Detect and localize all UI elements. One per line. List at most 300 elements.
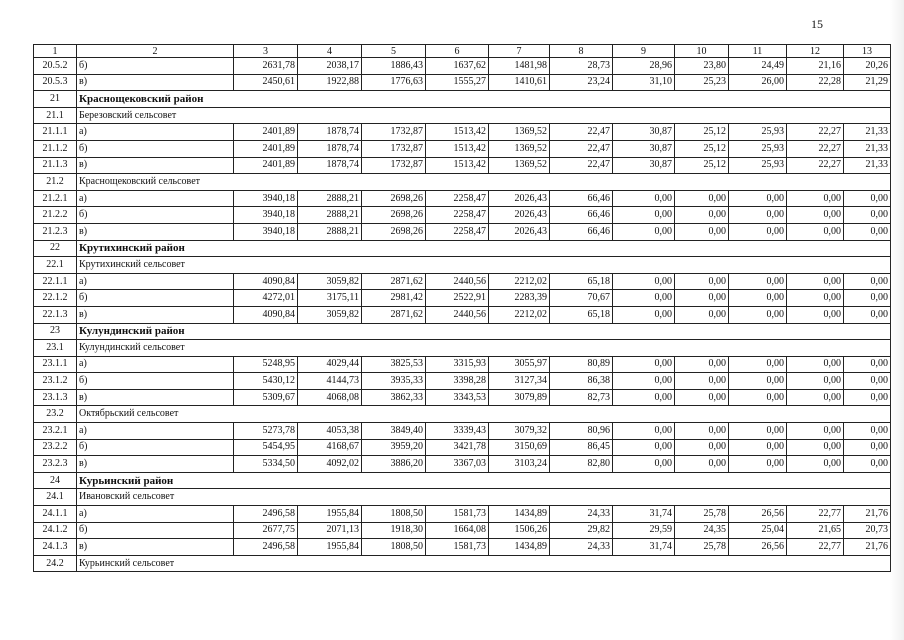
variant-cell: в) (77, 306, 234, 323)
value-cell: 0,00 (787, 356, 844, 373)
value-cell: 0,00 (787, 389, 844, 406)
value-cell: 24,33 (550, 539, 613, 556)
value-cell: 2212,02 (489, 273, 550, 290)
value-cell: 65,18 (550, 273, 613, 290)
variant-cell: а) (77, 124, 234, 141)
value-cell: 5309,67 (234, 389, 298, 406)
table-row (34, 58, 891, 75)
value-cell: 3150,69 (489, 439, 550, 456)
variant-cell: в) (77, 74, 234, 91)
value-cell: 0,00 (729, 439, 787, 456)
variant-cell: в) (77, 157, 234, 174)
table-row (34, 273, 891, 290)
value-cell: 0,00 (787, 207, 844, 224)
value-cell: 0,00 (787, 423, 844, 440)
council-row (34, 489, 891, 506)
row-code-cell: 22.1.3 (34, 306, 77, 323)
district-title: Краснощековский район (77, 91, 891, 108)
value-cell: 1369,52 (489, 157, 550, 174)
column-number-header: 10 (675, 45, 729, 58)
value-cell: 2450,61 (234, 74, 298, 91)
row-code-cell: 23.2 (34, 406, 77, 423)
value-cell: 0,00 (729, 389, 787, 406)
column-number-header: 8 (550, 45, 613, 58)
value-cell: 21,65 (787, 522, 844, 539)
value-cell: 2888,21 (298, 190, 362, 207)
table-row (34, 539, 891, 556)
value-cell: 2888,21 (298, 223, 362, 240)
value-cell: 80,96 (550, 423, 613, 440)
value-cell: 2440,56 (426, 273, 489, 290)
value-cell: 24,49 (729, 58, 787, 75)
value-cell: 26,00 (729, 74, 787, 91)
council-row (34, 555, 891, 572)
value-cell: 86,38 (550, 373, 613, 390)
variant-cell: а) (77, 190, 234, 207)
value-cell: 2871,62 (362, 306, 426, 323)
value-cell: 0,00 (729, 306, 787, 323)
table-row (34, 439, 891, 456)
variant-cell: а) (77, 423, 234, 440)
value-cell: 0,00 (787, 273, 844, 290)
value-cell: 2698,26 (362, 190, 426, 207)
value-cell: 3825,53 (362, 356, 426, 373)
row-code-cell: 23.2.2 (34, 439, 77, 456)
value-cell: 23,80 (675, 58, 729, 75)
value-cell: 82,80 (550, 456, 613, 473)
value-cell: 3940,18 (234, 207, 298, 224)
row-code-cell: 21.2.1 (34, 190, 77, 207)
value-cell: 30,87 (613, 140, 675, 157)
value-cell: 1808,50 (362, 506, 426, 523)
value-cell: 3079,32 (489, 423, 550, 440)
district-row (34, 323, 891, 340)
district-row (34, 472, 891, 489)
value-cell: 22,27 (787, 140, 844, 157)
value-cell: 1369,52 (489, 124, 550, 141)
value-cell: 3940,18 (234, 190, 298, 207)
value-cell: 4272,01 (234, 290, 298, 307)
row-code-cell: 21.2.3 (34, 223, 77, 240)
column-number-header: 6 (426, 45, 489, 58)
value-cell: 4068,08 (298, 389, 362, 406)
row-code-cell: 21.1 (34, 107, 77, 124)
value-cell: 2026,43 (489, 223, 550, 240)
value-cell: 0,00 (613, 207, 675, 224)
value-cell: 28,73 (550, 58, 613, 75)
value-cell: 3959,20 (362, 439, 426, 456)
council-row (34, 257, 891, 274)
variant-cell: а) (77, 273, 234, 290)
value-cell: 1732,87 (362, 140, 426, 157)
value-cell: 0,00 (729, 373, 787, 390)
value-cell: 2888,21 (298, 207, 362, 224)
council-title: Ивановский сельсовет (77, 489, 891, 506)
table-row (34, 373, 891, 390)
variant-cell: б) (77, 58, 234, 75)
row-code-cell: 21 (34, 91, 77, 108)
value-cell: 2871,62 (362, 273, 426, 290)
value-cell: 1513,42 (426, 124, 489, 141)
council-title: Березовский сельсовет (77, 107, 891, 124)
value-cell: 29,82 (550, 522, 613, 539)
column-number-header: 4 (298, 45, 362, 58)
value-cell: 0,00 (613, 190, 675, 207)
value-cell: 0,00 (613, 423, 675, 440)
value-cell: 25,12 (675, 157, 729, 174)
column-number-header: 11 (729, 45, 787, 58)
value-cell: 4029,44 (298, 356, 362, 373)
value-cell: 0,00 (729, 356, 787, 373)
table-row (34, 223, 891, 240)
value-cell: 4090,84 (234, 273, 298, 290)
row-code-cell: 21.1.3 (34, 157, 77, 174)
row-code-cell: 21.2 (34, 174, 77, 191)
value-cell: 66,46 (550, 190, 613, 207)
value-cell: 3367,03 (426, 456, 489, 473)
value-cell: 25,78 (675, 539, 729, 556)
value-cell: 0,00 (613, 306, 675, 323)
row-code-cell: 21.2.2 (34, 207, 77, 224)
tariff-table (33, 44, 891, 572)
table-row (34, 356, 891, 373)
row-code-cell: 21.1.2 (34, 140, 77, 157)
row-code-cell: 23 (34, 323, 77, 340)
value-cell: 31,10 (613, 74, 675, 91)
value-cell: 5454,95 (234, 439, 298, 456)
council-row (34, 406, 891, 423)
table-row (34, 190, 891, 207)
value-cell: 1513,42 (426, 157, 489, 174)
value-cell: 0,00 (729, 456, 787, 473)
value-cell: 2026,43 (489, 207, 550, 224)
row-code-cell: 23.2.1 (34, 423, 77, 440)
value-cell: 25,93 (729, 124, 787, 141)
value-cell: 25,12 (675, 140, 729, 157)
row-code-cell: 22.1.1 (34, 273, 77, 290)
value-cell: 2258,47 (426, 207, 489, 224)
value-cell: 21,33 (844, 140, 891, 157)
table-row (34, 207, 891, 224)
value-cell: 3940,18 (234, 223, 298, 240)
value-cell: 82,73 (550, 389, 613, 406)
table-row (34, 140, 891, 157)
value-cell: 20,73 (844, 522, 891, 539)
value-cell: 1776,63 (362, 74, 426, 91)
header-row (34, 45, 891, 58)
value-cell: 21,76 (844, 506, 891, 523)
row-code-cell: 24.1 (34, 489, 77, 506)
variant-cell: б) (77, 140, 234, 157)
row-code-cell: 24.1.1 (34, 506, 77, 523)
variant-cell: в) (77, 223, 234, 240)
value-cell: 1664,08 (426, 522, 489, 539)
value-cell: 4092,02 (298, 456, 362, 473)
value-cell: 1955,84 (298, 506, 362, 523)
column-number-header: 13 (844, 45, 891, 58)
value-cell: 25,23 (675, 74, 729, 91)
row-code-cell: 24.1.3 (34, 539, 77, 556)
value-cell: 3059,82 (298, 273, 362, 290)
value-cell: 0,00 (729, 423, 787, 440)
value-cell: 0,00 (613, 389, 675, 406)
column-number-header: 12 (787, 45, 844, 58)
value-cell: 0,00 (613, 223, 675, 240)
row-code-cell: 20.5.3 (34, 74, 77, 91)
value-cell: 31,74 (613, 539, 675, 556)
value-cell: 30,87 (613, 157, 675, 174)
column-number-header: 9 (613, 45, 675, 58)
value-cell: 0,00 (729, 190, 787, 207)
column-number-header: 1 (34, 45, 77, 58)
column-number-header: 3 (234, 45, 298, 58)
value-cell: 31,74 (613, 506, 675, 523)
column-number-header: 5 (362, 45, 426, 58)
value-cell: 28,96 (613, 58, 675, 75)
value-cell: 0,00 (675, 273, 729, 290)
value-cell: 0,00 (787, 290, 844, 307)
value-cell: 0,00 (787, 456, 844, 473)
value-cell: 3398,28 (426, 373, 489, 390)
value-cell: 0,00 (844, 389, 891, 406)
variant-cell: а) (77, 506, 234, 523)
value-cell: 3055,97 (489, 356, 550, 373)
value-cell: 21,76 (844, 539, 891, 556)
value-cell: 2496,58 (234, 539, 298, 556)
value-cell: 0,00 (675, 356, 729, 373)
district-title: Крутихинский район (77, 240, 891, 257)
value-cell: 65,18 (550, 306, 613, 323)
row-code-cell: 23.1.3 (34, 389, 77, 406)
value-cell: 1410,61 (489, 74, 550, 91)
value-cell: 0,00 (613, 356, 675, 373)
value-cell: 3849,40 (362, 423, 426, 440)
value-cell: 23,24 (550, 74, 613, 91)
value-cell: 0,00 (844, 456, 891, 473)
value-cell: 1434,89 (489, 506, 550, 523)
value-cell: 2440,56 (426, 306, 489, 323)
value-cell: 1481,98 (489, 58, 550, 75)
value-cell: 25,93 (729, 140, 787, 157)
table-row (34, 522, 891, 539)
value-cell: 1878,74 (298, 140, 362, 157)
council-title: Курьинский сельсовет (77, 555, 891, 572)
value-cell: 1878,74 (298, 157, 362, 174)
value-cell: 0,00 (844, 207, 891, 224)
value-cell: 24,33 (550, 506, 613, 523)
value-cell: 1637,62 (426, 58, 489, 75)
row-code-cell: 24.2 (34, 555, 77, 572)
value-cell: 22,77 (787, 539, 844, 556)
value-cell: 2496,58 (234, 506, 298, 523)
value-cell: 25,93 (729, 157, 787, 174)
row-code-cell: 21.1.1 (34, 124, 77, 141)
variant-cell: а) (77, 356, 234, 373)
value-cell: 2283,39 (489, 290, 550, 307)
value-cell: 0,00 (675, 389, 729, 406)
value-cell: 5334,50 (234, 456, 298, 473)
value-cell: 70,67 (550, 290, 613, 307)
value-cell: 0,00 (844, 439, 891, 456)
value-cell: 0,00 (613, 273, 675, 290)
row-code-cell: 22.1 (34, 257, 77, 274)
value-cell: 29,59 (613, 522, 675, 539)
value-cell: 0,00 (844, 373, 891, 390)
value-cell: 0,00 (613, 373, 675, 390)
value-cell: 66,46 (550, 207, 613, 224)
table-row (34, 456, 891, 473)
value-cell: 1513,42 (426, 140, 489, 157)
value-cell: 26,56 (729, 539, 787, 556)
value-cell: 21,29 (844, 74, 891, 91)
value-cell: 1732,87 (362, 124, 426, 141)
council-title: Крутихинский сельсовет (77, 257, 891, 274)
value-cell: 4168,67 (298, 439, 362, 456)
value-cell: 20,26 (844, 58, 891, 75)
value-cell: 0,00 (787, 373, 844, 390)
value-cell: 3935,33 (362, 373, 426, 390)
value-cell: 2401,89 (234, 140, 298, 157)
value-cell: 22,27 (787, 124, 844, 141)
variant-cell: в) (77, 539, 234, 556)
value-cell: 30,87 (613, 124, 675, 141)
council-title: Кулундинский сельсовет (77, 340, 891, 357)
council-row (34, 174, 891, 191)
value-cell: 0,00 (729, 290, 787, 307)
value-cell: 1886,43 (362, 58, 426, 75)
council-row (34, 107, 891, 124)
council-title: Краснощековский сельсовет (77, 174, 891, 191)
value-cell: 0,00 (675, 456, 729, 473)
row-code-cell: 22 (34, 240, 77, 257)
value-cell: 3862,33 (362, 389, 426, 406)
value-cell: 0,00 (613, 290, 675, 307)
value-cell: 0,00 (729, 273, 787, 290)
district-row (34, 240, 891, 257)
council-title: Октябрьский сельсовет (77, 406, 891, 423)
district-row (34, 91, 891, 108)
value-cell: 0,00 (675, 223, 729, 240)
row-code-cell: 23.2.3 (34, 456, 77, 473)
value-cell: 0,00 (787, 439, 844, 456)
value-cell: 3343,53 (426, 389, 489, 406)
value-cell: 86,45 (550, 439, 613, 456)
value-cell: 0,00 (729, 207, 787, 224)
value-cell: 3421,78 (426, 439, 489, 456)
page-edge-shadow (890, 0, 904, 640)
value-cell: 3315,93 (426, 356, 489, 373)
value-cell: 1955,84 (298, 539, 362, 556)
value-cell: 5273,78 (234, 423, 298, 440)
value-cell: 5430,12 (234, 373, 298, 390)
value-cell: 0,00 (844, 423, 891, 440)
value-cell: 22,27 (787, 157, 844, 174)
value-cell: 3079,89 (489, 389, 550, 406)
value-cell: 25,04 (729, 522, 787, 539)
row-code-cell: 23.1.2 (34, 373, 77, 390)
table-row (34, 290, 891, 307)
value-cell: 0,00 (787, 190, 844, 207)
value-cell: 22,77 (787, 506, 844, 523)
district-title: Курьинский район (77, 472, 891, 489)
value-cell: 4053,38 (298, 423, 362, 440)
value-cell: 1732,87 (362, 157, 426, 174)
table-row (34, 306, 891, 323)
row-code-cell: 24.1.2 (34, 522, 77, 539)
value-cell: 21,33 (844, 157, 891, 174)
value-cell: 0,00 (787, 223, 844, 240)
value-cell: 3886,20 (362, 456, 426, 473)
table-row (34, 124, 891, 141)
table-row (34, 389, 891, 406)
value-cell: 0,00 (675, 190, 729, 207)
value-cell: 22,47 (550, 157, 613, 174)
value-cell: 0,00 (844, 290, 891, 307)
value-cell: 0,00 (844, 356, 891, 373)
variant-cell: б) (77, 290, 234, 307)
value-cell: 0,00 (675, 290, 729, 307)
value-cell: 0,00 (844, 306, 891, 323)
value-cell: 4144,73 (298, 373, 362, 390)
page-number: 15 (811, 17, 823, 31)
value-cell: 0,00 (729, 223, 787, 240)
value-cell: 1434,89 (489, 539, 550, 556)
value-cell: 2522,91 (426, 290, 489, 307)
row-code-cell: 23.1.1 (34, 356, 77, 373)
value-cell: 22,47 (550, 124, 613, 141)
value-cell: 21,16 (787, 58, 844, 75)
value-cell: 25,78 (675, 506, 729, 523)
column-number-header: 7 (489, 45, 550, 58)
table-row (34, 74, 891, 91)
value-cell: 3339,43 (426, 423, 489, 440)
value-cell: 1581,73 (426, 506, 489, 523)
value-cell: 1922,88 (298, 74, 362, 91)
variant-cell: б) (77, 522, 234, 539)
row-code-cell: 23.1 (34, 340, 77, 357)
value-cell: 21,33 (844, 124, 891, 141)
table-row (34, 157, 891, 174)
council-row (34, 340, 891, 357)
value-cell: 1506,26 (489, 522, 550, 539)
value-cell: 1808,50 (362, 539, 426, 556)
value-cell: 2981,42 (362, 290, 426, 307)
row-code-cell: 22.1.2 (34, 290, 77, 307)
value-cell: 0,00 (675, 423, 729, 440)
table-row (34, 423, 891, 440)
value-cell: 1555,27 (426, 74, 489, 91)
variant-cell: б) (77, 207, 234, 224)
value-cell: 0,00 (675, 439, 729, 456)
table-row (34, 506, 891, 523)
value-cell: 25,12 (675, 124, 729, 141)
value-cell: 0,00 (675, 306, 729, 323)
district-title: Кулундинский район (77, 323, 891, 340)
row-code-cell: 20.5.2 (34, 58, 77, 75)
value-cell: 0,00 (844, 273, 891, 290)
value-cell: 24,35 (675, 522, 729, 539)
value-cell: 0,00 (844, 190, 891, 207)
value-cell: 0,00 (787, 306, 844, 323)
value-cell: 22,28 (787, 74, 844, 91)
value-cell: 2677,75 (234, 522, 298, 539)
value-cell: 2026,43 (489, 190, 550, 207)
value-cell: 22,47 (550, 140, 613, 157)
value-cell: 3127,34 (489, 373, 550, 390)
value-cell: 0,00 (675, 207, 729, 224)
value-cell: 0,00 (613, 456, 675, 473)
value-cell: 3103,24 (489, 456, 550, 473)
